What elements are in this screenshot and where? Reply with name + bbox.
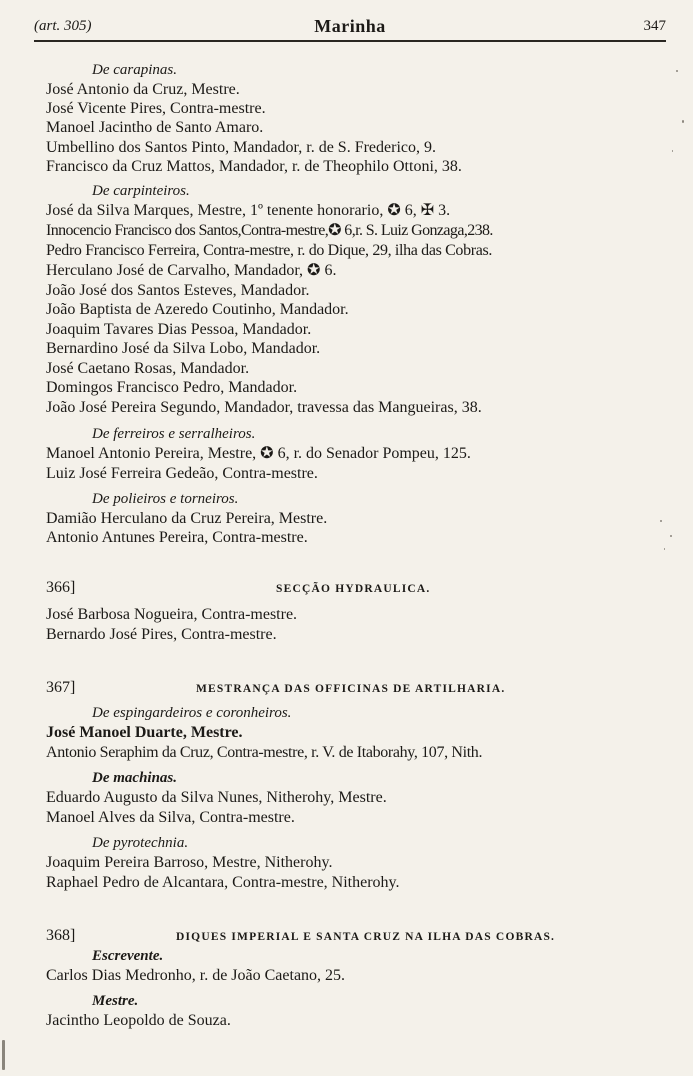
section-title: MESTRANÇA DAS OFFICINAS DE ARTILHARIA. [196,683,506,695]
entry-line: Antonio Antunes Pereira, Contra-mestre. [46,529,308,546]
subsection-heading: De machinas. [92,770,178,786]
entry-line: João José dos Santos Esteves, Mandador. [46,282,310,299]
section-heading-367 [46,678,681,699]
entry-line: Antonio Seraphim da Cruz, Contra-mestre, r. V. de Itaborahy, 107, Nith. [46,744,483,761]
subsection-heading: De carapinas. [92,62,177,78]
entry-line: José Manoel Duarte, Mestre. [46,724,243,741]
entry-line: Herculano José de Carvalho, Mandador, ✪ 6. [46,262,337,279]
section-heading-366 [46,578,681,599]
section-title: SECÇÃO HYDRAULICA. [276,583,431,595]
entry-line: Manoel Alves da Silva, Contra-mestre. [46,809,295,826]
subsection-heading: De espingardeiros e coronheiros. [92,705,292,721]
scan-speck [682,120,684,123]
entry-line: Luiz José Ferreira Gedeão, Contra-mestre. [46,465,318,482]
section-heading-368 [46,926,681,947]
article-reference: (art. 305) [34,18,92,34]
subsection-heading: De carpinteiros. [92,183,190,199]
entry-line: João Baptista de Azeredo Coutinho, Mandador. [46,301,349,318]
subsection-heading: Mestre. [92,993,139,1009]
entry-line: Umbellino dos Santos Pinto, Mandador, r. de S. Frederico, 9. [46,139,436,156]
section-title: DIQUES IMPERIAL E SANTA CRUZ NA ILHA DAS COBRAS. [176,931,556,943]
entry-line: Carlos Dias Medronho, r. de João Caetano, 25. [46,967,346,984]
entry-line: Manoel Jacintho de Santo Amaro. [46,119,264,136]
entry-line: José Vicente Pires, Contra-mestre. [46,100,266,117]
entry-line: José Antonio da Cruz, Mestre. [46,81,240,98]
page-number: 347 [643,18,666,34]
entry-line: Damião Herculano da Cruz Pereira, Mestre. [46,510,328,527]
scan-speck [670,535,672,537]
entry-line: José Caetano Rosas, Mandador. [46,360,250,377]
scan-speck [672,150,673,152]
section-number: 366] [46,579,76,596]
scan-edge-mark [2,1040,5,1070]
entry-line: Bernardino José da Silva Lobo, Mandador. [46,340,321,357]
entry-line: Eduardo Augusto da Silva Nunes, Nitherohy, Mestre. [46,789,387,806]
entry-line: José da Silva Marques, Mestre, 1º tenente honorario, ✪ 6, ✠ 3. [46,202,451,219]
section-number: 368] [46,927,76,944]
entry-line: João José Pereira Segundo, Mandador, travessa das Mangueiras, 38. [46,399,482,416]
entry-line: Raphael Pedro de Alcantara, Contra-mestre, Nitherohy. [46,874,400,891]
entry-line: Manoel Antonio Pereira, Mestre, ✪ 6, r. do Senador Pompeu, 125. [46,445,471,462]
entry-line: Innocencio Francisco dos Santos,Contra-mestre,✪ 6,r. S. Luiz Gonzaga,238. [46,222,493,239]
entry-line: Bernardo José Pires, Contra-mestre. [46,626,277,643]
scan-speck [676,70,678,72]
running-title: Marinha [314,16,386,36]
entry-line: Jacintho Leopoldo de Souza. [46,1012,231,1029]
scan-speck [660,520,662,522]
entry-line: Pedro Francisco Ferreira, Contra-mestre, r. do Dique, 29, ilha das Cobras. [46,242,492,259]
subsection-heading: De pyrotechnia. [92,835,189,851]
subsection-heading: De polieiros e torneiros. [92,491,239,507]
entry-line: Domingos Francisco Pedro, Mandador. [46,379,298,396]
subsection-heading: Escrevente. [92,948,164,964]
subsection-heading: De ferreiros e serralheiros. [92,426,256,442]
page-header [34,14,666,42]
scan-speck [664,548,665,550]
entry-line: Joaquim Tavares Dias Pessoa, Mandador. [46,321,312,338]
entry-line: José Barbosa Nogueira, Contra-mestre. [46,606,298,623]
entry-line: Francisco da Cruz Mattos, Mandador, r. de Theophilo Ottoni, 38. [46,158,462,175]
section-number: 367] [46,679,76,696]
entry-line: Joaquim Pereira Barroso, Mestre, Nitherohy. [46,854,333,871]
